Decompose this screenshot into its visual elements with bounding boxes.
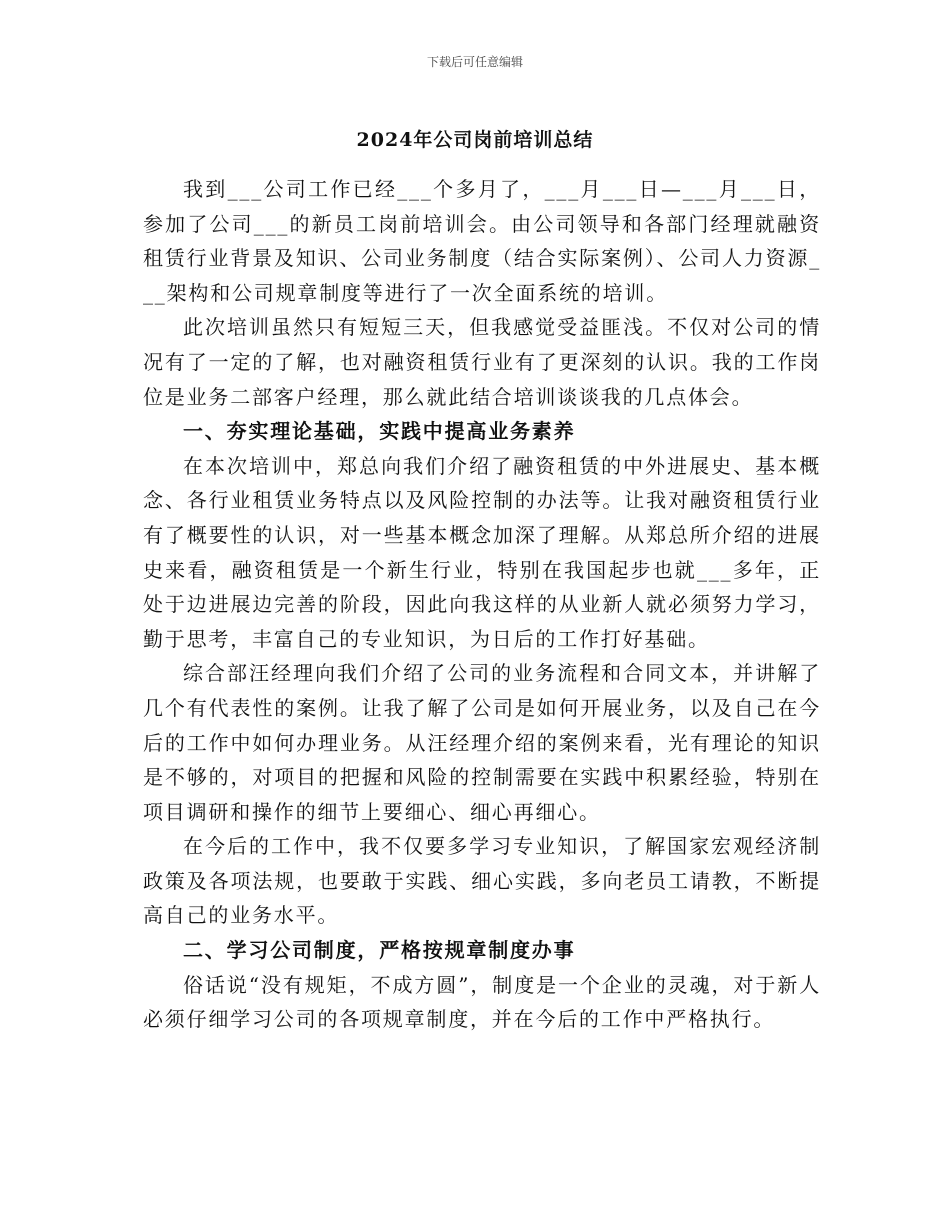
section-heading-1: 一、夯实理论基础，实践中提高业务素养 [183,419,576,444]
document-body [143,172,821,1037]
paragraph-theory: 在本次培训中，郑总向我们介绍了融资租赁的中外进展史、基本概念、各行业租赁业务特点以及风险控制的办法等。让我对融资租赁行业有了概要性的认识，对一些基本概念加深了理解。从郑总所介绍的进展史来看，融资租赁是一个新生行业，特别在我国起步也就___多年，正处于边进展边完善的阶段，因此向我这样的从业新人就必须努力学习，勤于思考，丰富自己的专业知识，为日后的工作打好基础。 [143,453,821,651]
header-note: 下载后可任意编辑 [426,55,523,69]
paragraph-rules: 俗话说“没有规矩，不成方圆”，制度是一个企业的灵魂，对于新人必须仔细学习公司的各项规章制度，并在今后的工作中严格执行。 [143,972,821,1032]
paragraph-impression: 此次培训虽然只有短短三天，但我感觉受益匪浅。不仅对公司的情况有了一定的了解，也对融资租赁行业有了更深刻的认识。我的工作岗位是业务二部客户经理，那么就此结合培训谈谈我的几点体会。 [143,315,821,409]
paragraph-intro: 我到___公司工作已经___个多月了，___月___日—___月___日，参加了公司___的新员工岗前培训会。由公司领导和各部门经理就融资租赁行业背景及知识、公司业务制度（结合实际案例）、公司人力资源___架构和公司规章制度等进行了一次全面系统的培训。 [143,177,821,305]
paragraph-cases: 综合部汪经理向我们介绍了公司的业务流程和合同文本，并讲解了几个有代表性的案例。让我了解了公司是如何开展业务，以及自己在今后的工作中如何办理业务。从汪经理介绍的案例来看，光有理论的知识是不够的，对项目的把握和风险的控制需要在实践中积累经验，特别在项目调研和操作的细节上要细心、细心再细心。 [143,661,821,824]
section-heading-2: 二、学习公司制度，严格按规章制度办事 [183,938,576,963]
document-title: 2024年公司岗前培训总结 [356,129,594,151]
paragraph-future-work: 在今后的工作中，我不仅要多学习专业知识，了解国家宏观经济制政策及各项法规，也要敢于实践、细心实践，多向老员工请教，不断提高自己的业务水平。 [143,834,821,928]
